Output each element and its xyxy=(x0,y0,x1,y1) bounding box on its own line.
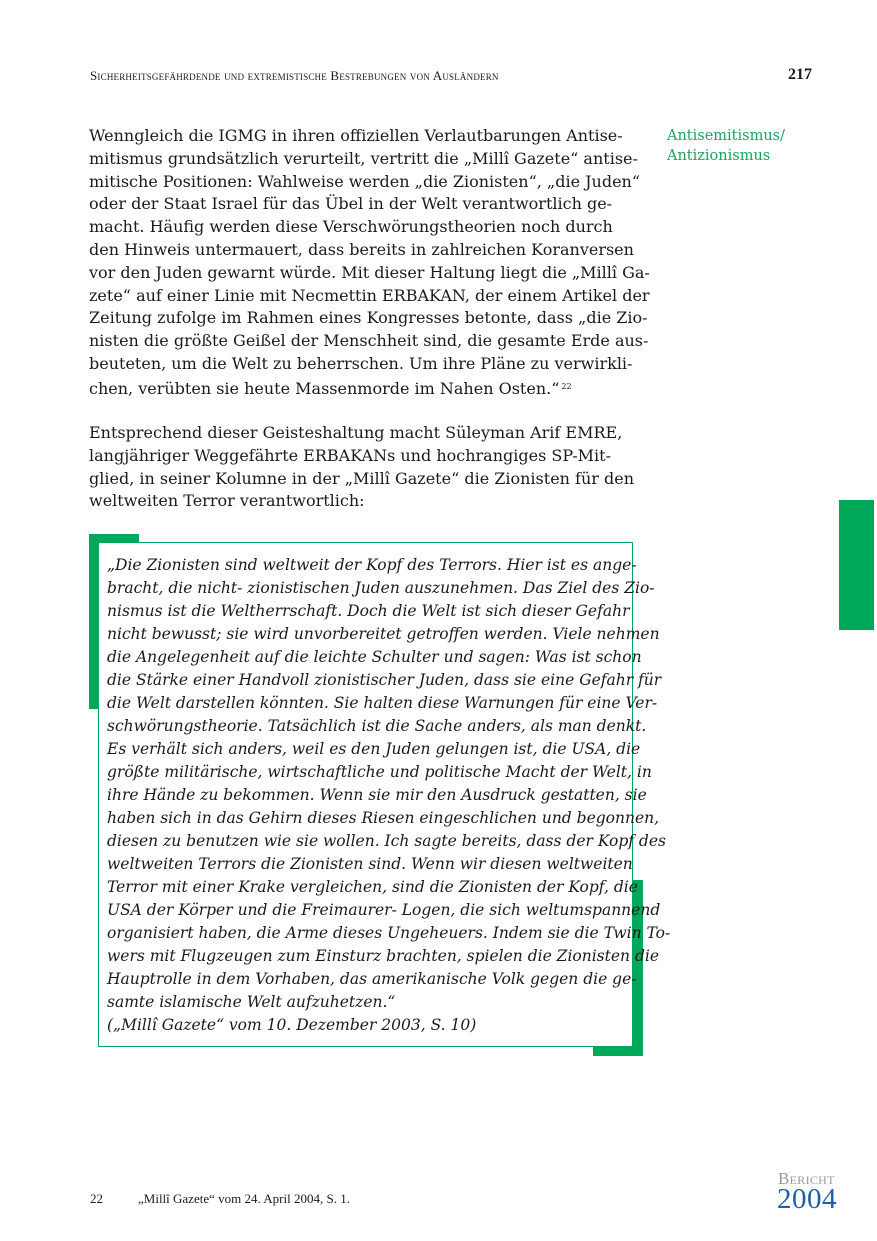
quote-line: ihre Hände zu bekommen. Wenn sie mir den Ausdruck gestatten, sie xyxy=(107,786,647,804)
quote-line: nismus ist die Weltherrschaft. Doch die Welt ist sich dieser Gefahr xyxy=(107,602,630,620)
quote-line: wers mit Flugzeugen zum Einsturz brachten, spielen die Zionisten die xyxy=(107,947,659,965)
quote-line: bracht, die nicht- zionistischen Juden auszunehmen. Das Ziel des Zio- xyxy=(107,579,655,597)
quote-line: die Welt darstellen könnten. Sie halten diese Warnungen für eine Ver- xyxy=(107,694,658,712)
text-line: Zeitung zufolge im Rahmen eines Kongresses betonte, dass „die Zio- xyxy=(89,308,648,328)
quote-line: organisiert haben, die Arme dieses Ungeheuers. Indem sie die Twin To- xyxy=(107,924,671,942)
text-line: macht. Häufig werden diese Verschwörungstheorien noch durch xyxy=(89,217,613,237)
quote-line: größte militärische, wirtschaftliche und politische Macht der Welt, in xyxy=(107,763,652,781)
text-line: Entsprechend dieser Geisteshaltung macht Süleyman Arif EMRE, xyxy=(89,423,623,442)
quote-line: nicht bewusst; sie wird unvorbereitet getroffen werden. Viele nehmen xyxy=(107,625,660,643)
quote-line: Terror mit einer Krake vergleichen, sind die Zionisten der Kopf, die xyxy=(107,878,638,896)
chapter-tab-marker xyxy=(839,500,874,630)
quote-line: Es verhält sich anders, weil es den Juden gelungen ist, die USA, die xyxy=(107,740,641,758)
quote-line: die Angelegenheit auf die leichte Schulter und sagen: Was ist schon xyxy=(107,648,642,666)
quote-line: USA der Körper und die Freimaurer- Logen, die sich weltumspannend xyxy=(107,901,661,919)
text-line: weltweiten Terror verantwortlich: xyxy=(89,491,365,511)
text-line: Wenngleich die IGMG in ihren offiziellen Verlautbarungen Antise- xyxy=(89,126,623,145)
text-line xyxy=(89,376,637,401)
quote-text xyxy=(107,554,671,1037)
text-line: glied, in seiner Kolumne in der „Millî Gazete“ die Zionisten für den xyxy=(89,468,635,488)
text-line: den Hinweis untermauert, dass bereits in zahlreichen Koranversen xyxy=(89,239,634,259)
text-line: zete“ auf einer Linie mit Necmettin ERBAKAN, der einem Artikel der xyxy=(89,285,650,305)
text-line: mitismus grundsätzlich verurteilt, vertritt die „Millî Gazete“ antise- xyxy=(89,148,638,168)
quote-line: Hauptrolle in dem Vorhaben, das amerikanische Volk gegen die ge- xyxy=(107,970,637,988)
margin-note-line: Antizionismus xyxy=(667,148,771,164)
quote-line: haben sich in das Gehirn dieses Riesen eingeschlichen und begonnen, xyxy=(107,809,660,827)
text-line-content: chen, verübten sie heute Massenmorde im Nahen Osten.“ xyxy=(89,378,560,398)
text-line: vor den Juden gewarnt würde. Mit dieser Haltung liegt die „Millî Ga- xyxy=(89,262,650,282)
footnote-text: „Millî Gazete“ vom 24. April 2004, S. 1. xyxy=(138,1191,350,1206)
text-line: langjähriger Weggefährte ERBAKANs und hochrangiges SP-Mit- xyxy=(89,445,611,465)
footnote xyxy=(90,1191,350,1207)
quote-line: samte islamische Welt aufzuhetzen.“ xyxy=(107,993,396,1011)
paragraph-emre xyxy=(89,422,637,513)
quote-line: weltweiten Terrors die Zionisten sind. Wenn wir diesen weltweiten xyxy=(107,855,633,873)
paragraph-antisemitism xyxy=(89,125,650,401)
report-logo-word: Bericht xyxy=(778,1169,835,1188)
text-line: oder der Staat Israel für das Übel in der Welt verantwortlich ge- xyxy=(89,194,613,214)
page-number: 217 xyxy=(788,66,812,83)
quote-line: „Die Zionisten sind weltweit der Kopf des Terrors. Hier ist es ange- xyxy=(107,556,637,574)
running-header: Sicherheitsgefährdende und extremistische Bestrebungen von Ausländern xyxy=(90,68,499,83)
text-line: nisten die größte Geißel der Menschheit sind, die gesamte Erde aus- xyxy=(89,331,649,351)
quote-source: („Millî Gazete“ vom 10. Dezember 2003, S. 10) xyxy=(107,1016,477,1034)
footnote-number: 22 xyxy=(90,1191,103,1206)
report-logo-year: 2004 xyxy=(777,1183,837,1215)
margin-note xyxy=(667,126,827,166)
quote-line: die Stärke einer Handvoll zionistischer Juden, dass sie eine Gefahr für xyxy=(107,671,662,689)
quote-line: diesen zu benutzen wie sie wollen. Ich sagte bereits, dass der Kopf des xyxy=(107,832,666,850)
text-line: mitische Positionen: Wahlweise werden „die Zionisten“, „die Juden“ xyxy=(89,171,641,191)
text-line: beuteten, um die Welt zu beherrschen. Um ihre Pläne zu verwirkli- xyxy=(89,353,633,373)
footnote-reference[interactable]: 22 xyxy=(561,381,572,391)
margin-note-line: Antisemitismus/ xyxy=(667,128,786,144)
quote-line: schwörungstheorie. Tatsächlich ist die Sache anders, als man denkt. xyxy=(107,717,647,735)
